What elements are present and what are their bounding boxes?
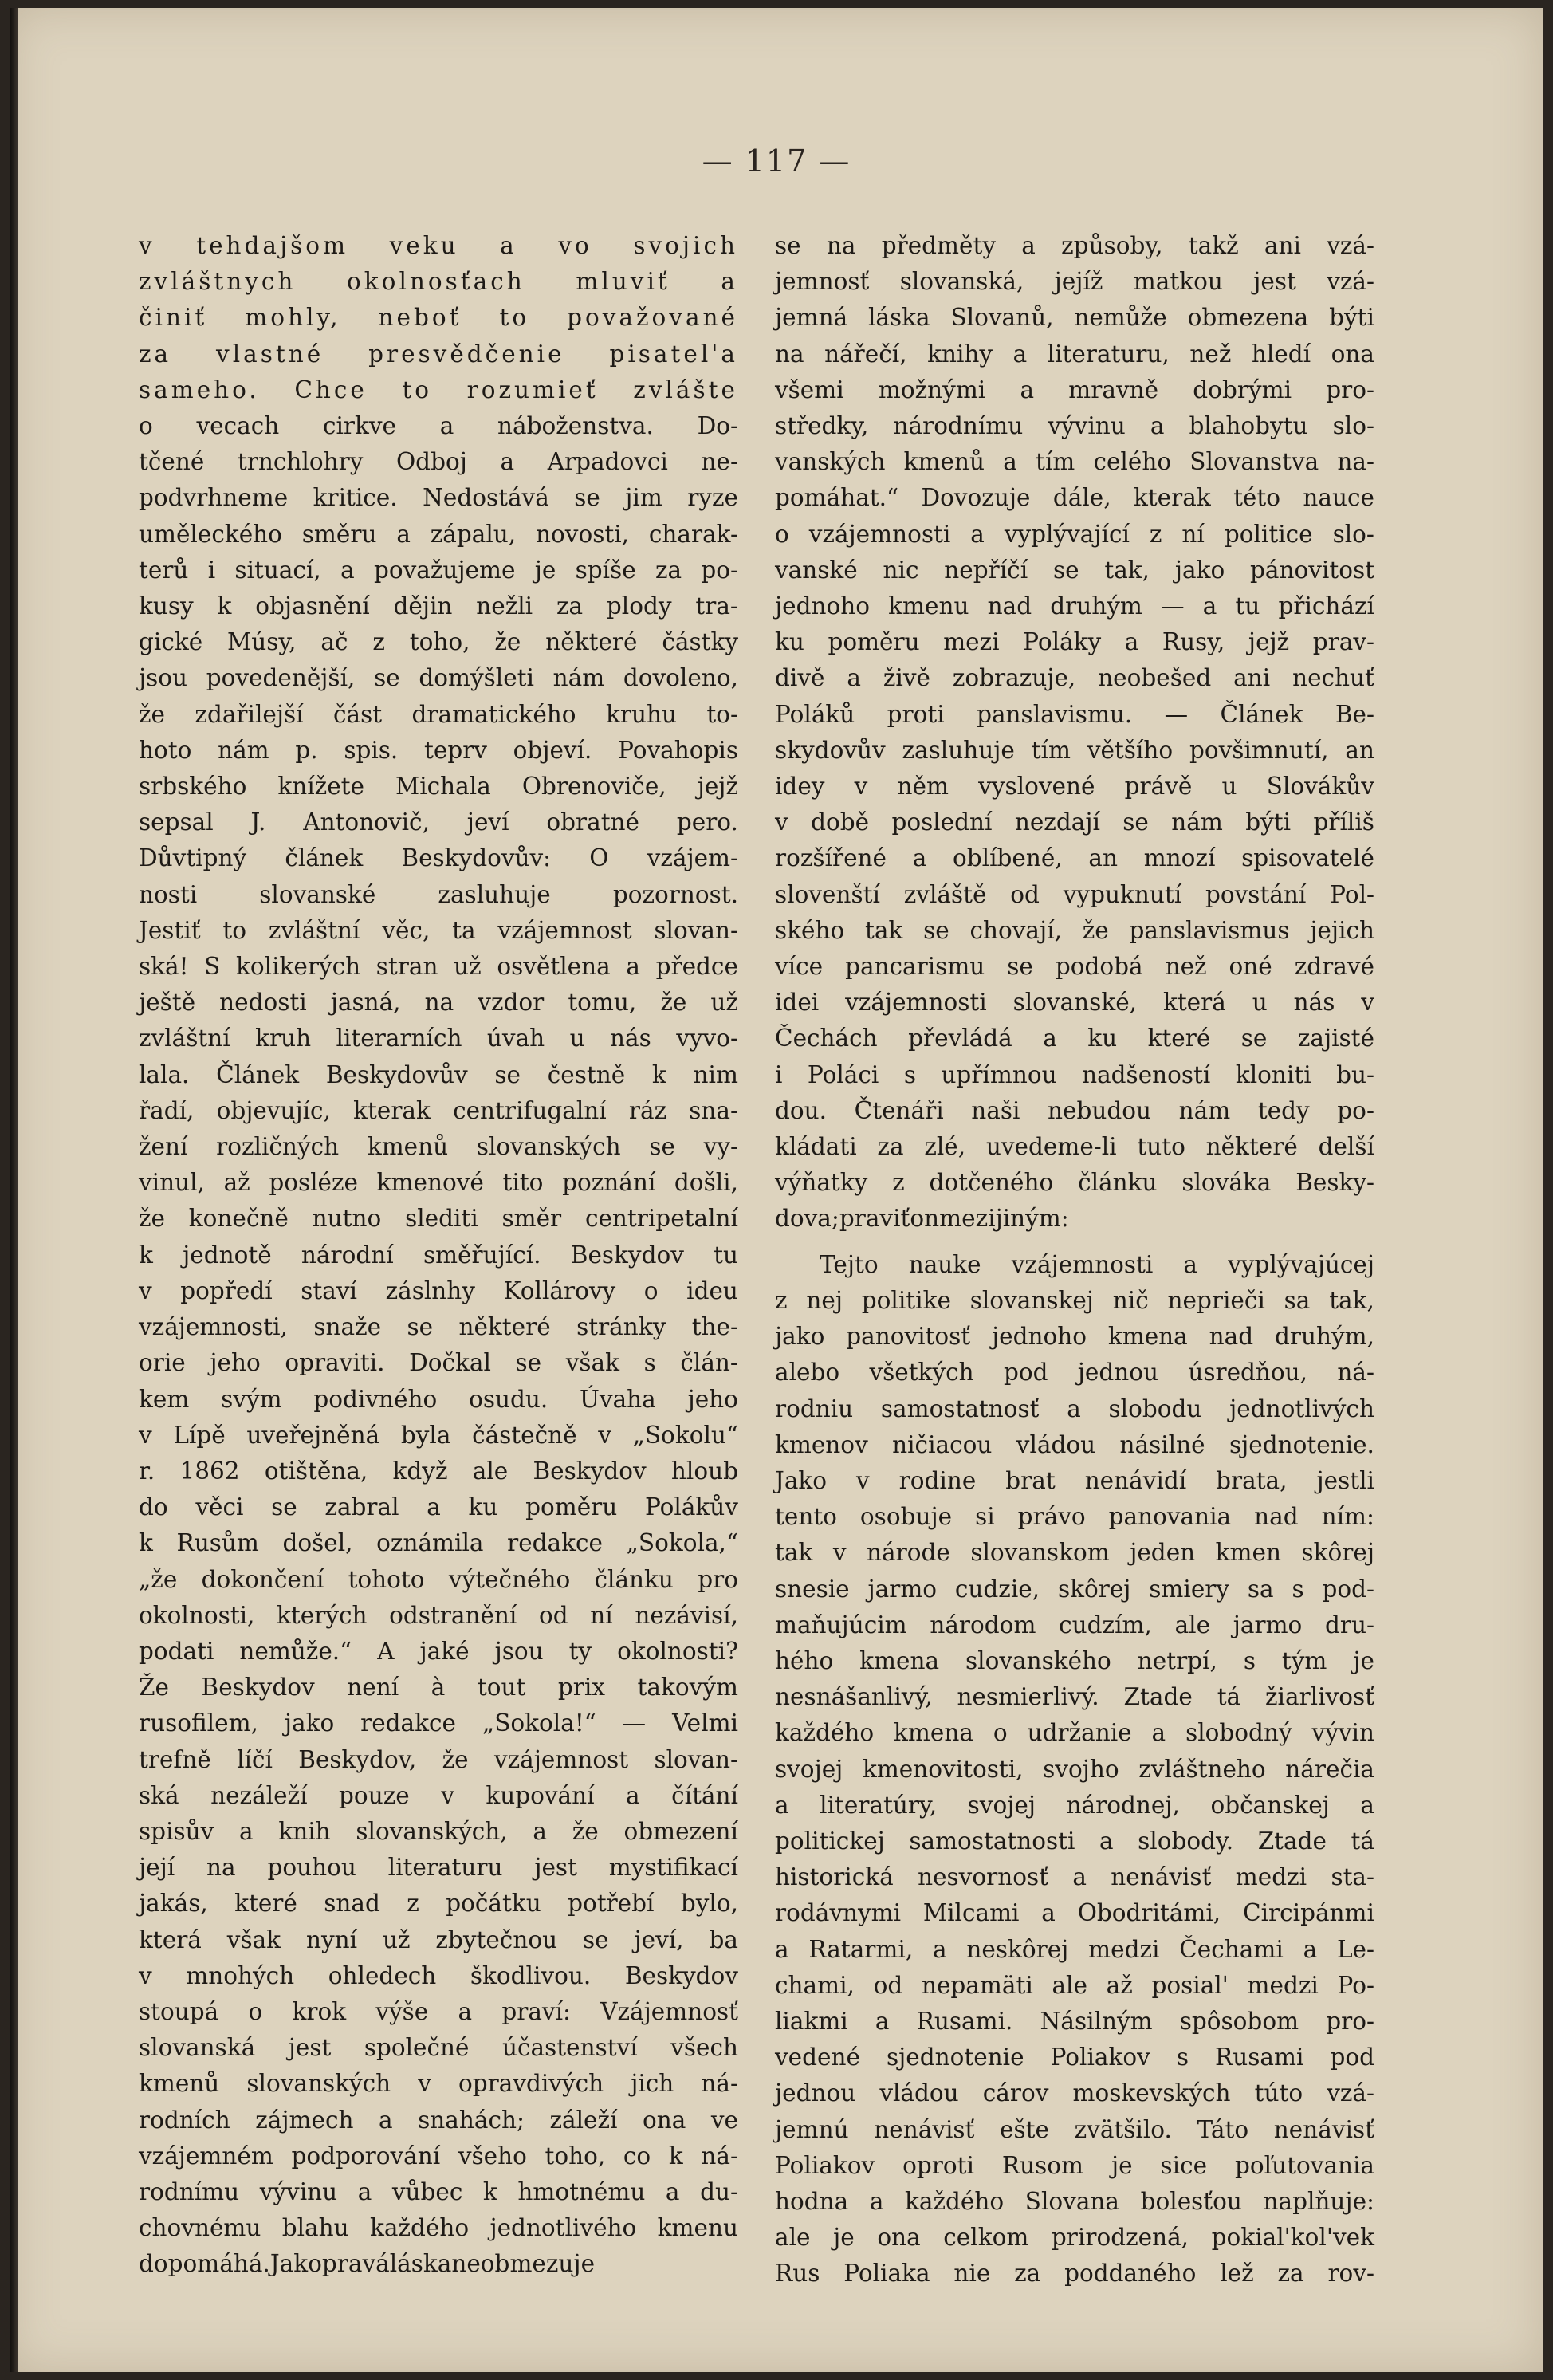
text-line: zvláštnych okolnosťach mluviť a — [139, 268, 738, 296]
text-line: v mnohých ohledech škodlivou. Beskydov — [139, 1961, 738, 1989]
text-line: činiť mohly, neboť to považované — [139, 304, 738, 332]
text-line: historická nesvornosť a nenávisť medzi sta- — [775, 1863, 1374, 1891]
text-line: Tejto nauke vzájemnosti a vyplývajúcej — [820, 1250, 1374, 1278]
text-line: rozšířené a oblíbené, an mnozí spisovatelé — [775, 844, 1374, 872]
text-line: tento osobuje si právo panovania nad ním: — [775, 1503, 1374, 1531]
text-line: zvláštní kruh literarních úvah u nás vyvo- — [139, 1025, 738, 1052]
text-line: nosti slovanské zasluhuje pozornost. — [139, 880, 738, 908]
text-line: sameho. Chce to rozumieť zvlášte — [139, 376, 738, 403]
text-line: nesnášanlivý, nesmierlivý. Ztade tá žiarlivosť — [775, 1683, 1374, 1711]
paragraph-gap — [775, 1237, 1374, 1247]
text-line: hodna a každého Slovana bolesťou naplňuje: — [775, 2187, 1374, 2215]
text-line: vanské nic nepříčí se tak, jako pánovitost — [775, 556, 1374, 584]
text-line: podati nemůže.“ A jaké jsou ty okolnosti? — [139, 1637, 738, 1665]
text-line: slovanská jest společné účastenství všech — [139, 2034, 738, 2062]
text-line: se na předměty a způsoby, takž ani vzá- — [775, 232, 1374, 259]
text-line: jemná láska Slovanů, nemůže obmezena býti — [775, 304, 1374, 332]
text-line: snesie jarmo cudzie, skôrej smiery sa s pod- — [775, 1575, 1374, 1603]
text-line: výňatky z dotčeného článku slováka Besky- — [775, 1169, 1374, 1197]
text-line: žení rozličných kmenů slovanských se vy- — [139, 1133, 738, 1161]
text-line: Jako v rodine brat nenávidí brata, jestli — [775, 1466, 1374, 1494]
text-line: orie jeho opraviti. Dočkal se však s člán- — [139, 1349, 738, 1377]
text-line: stoupá o krok výše a praví: Vzájemnosť — [139, 1997, 738, 2025]
text-line: Rus Poliaka nie za poddaného lež za rov- — [775, 2260, 1374, 2288]
text-line: vinul, až posléze kmenové tito poznání došli, — [139, 1169, 738, 1197]
text-line: v popředí staví záslnhy Kollárovy o ideu — [139, 1277, 738, 1304]
text-line: trefně líčí Beskydov, že vzájemnost slovan- — [139, 1745, 738, 1773]
text-line: k jednotě národní směřující. Beskydov tu — [139, 1241, 738, 1269]
page-number: — 117 — — [702, 144, 851, 179]
text-line: jednoho kmenu nad druhým — a tu přichází — [775, 592, 1374, 620]
text-line: Že Beskydov není à tout prix takovým — [139, 1674, 738, 1701]
text-line: maňujúcim národom cudzím, ale jarmo dru- — [775, 1611, 1374, 1638]
text-line: tak v národe slovanskom jeden kmen skôrej — [775, 1539, 1374, 1567]
text-line: ještě nedosti jasná, na vzdor tomu, že už — [139, 989, 738, 1017]
text-line: „že dokončení tohoto výtečného článku pro — [139, 1565, 738, 1593]
text-line: vzájemném podporování všeho toho, co k ná- — [139, 2142, 738, 2170]
text-line: že zdařilejší část dramatického kruhu to- — [139, 700, 738, 728]
text-line: vanských kmenů a tím celého Slovanstva na- — [775, 448, 1374, 476]
text-line: o vecach cirkve a náboženstva. Do- — [139, 412, 738, 440]
text-line: dou. Čtenáři naši nebudou nám tedy po- — [775, 1096, 1374, 1124]
text-line: jemnosť slovanská, jejíž matkou jest vzá- — [775, 268, 1374, 296]
text-line: kem svým podivného osudu. Úvaha jeho — [139, 1385, 738, 1413]
text-line: politickej samostatnosti a slobody. Ztade tá — [775, 1827, 1374, 1855]
text-line: Poláků proti panslavismu. — Článek Be- — [775, 700, 1374, 728]
text-line: že konečně nutno slediti směr centripetalní — [139, 1205, 738, 1233]
text-line: ku poměru mezi Poláky a Rusy, jejž prav- — [775, 628, 1374, 656]
text-line: v době poslední nezdají se nám býti příliš — [775, 808, 1374, 836]
text-line: jednou vládou cárov moskevských túto vzá- — [775, 2079, 1374, 2107]
text-line: i Poláci s upřímnou nadšeností kloniti bu- — [775, 1060, 1374, 1088]
text-line: za vlastné presvědčenie pisatel'a — [139, 340, 738, 368]
text-line: na nářečí, knihy a literaturu, než hledí ona — [775, 340, 1374, 368]
text-line: hoto nám p. spis. teprv objeví. Povahopis — [139, 736, 738, 764]
text-line: uměleckého směru a zápalu, novosti, charak- — [139, 520, 738, 548]
text-line: jsou povedenější, se domýšleti nám dovoleno, — [139, 664, 738, 692]
text-line: lala. Článek Beskydovův se čestně k nim — [139, 1060, 738, 1088]
text-line: idey v něm vyslovené právě u Slovákův — [775, 773, 1374, 801]
text-line: v tehdajšom veku a vo svojich — [139, 232, 738, 259]
text-line: rodniu samostatnosť a slobodu jednotlivých — [775, 1395, 1374, 1422]
text-line: každého kmena o udržanie a slobodný vývin — [775, 1719, 1374, 1747]
text-line: okolnosti, kterých odstranění od ní nezávisí, — [139, 1601, 738, 1629]
text-line: všemi možnými a mravně dobrými pro- — [775, 376, 1374, 403]
text-line: gické Músy, ač z toho, že některé částky — [139, 628, 738, 656]
text-line: Čechách převládá a ku které se zajisté — [775, 1025, 1374, 1052]
book-page — [10, 8, 1543, 2372]
text-line: srbského knížete Michala Obrenoviče, jejž — [139, 773, 738, 801]
text-line: jemnú nenávisť ešte zvätšilo. Táto nenávisť — [775, 2115, 1374, 2143]
page-edge-shadow — [10, 8, 18, 2372]
text-line: tčené trnchlohry Odboj a Arpadovci ne- — [139, 448, 738, 476]
text-line: sepsal J. Antonovič, jeví obratné pero. — [139, 808, 738, 836]
text-line: jakás, které snad z počátku potřebí bylo, — [139, 1890, 738, 1918]
text-line: rodávnymi Milcami a Obodritámi, Circipánmi — [775, 1899, 1374, 1927]
text-line: a Ratarmi, a neskôrej medzi Čechami a Le- — [775, 1935, 1374, 1963]
text-line: ale je ona celkom prirodzená, pokial'kol'vek — [775, 2224, 1374, 2252]
text-line: k Rusům došel, oznámila redakce „Sokola,“ — [139, 1529, 738, 1557]
text-line: Jestiť to zvláštní věc, ta vzájemnost slovan- — [139, 916, 738, 944]
text-line: ská nezáleží pouze v kupování a čítání — [139, 1781, 738, 1809]
text-line: o vzájemnosti a vyplývající z ní politice slo- — [775, 520, 1374, 548]
text-line: dopomáhá. Jako pravá láska neobmezuje — [139, 2250, 596, 2278]
text-line: terů i situací, a považujeme je spíše za po- — [139, 556, 738, 584]
text-line: hého kmena slovanského netrpí, s tým je — [775, 1646, 1374, 1674]
text-line: divě a živě zobrazuje, neobešed ani nechuť — [775, 664, 1374, 692]
text-line: dova; praviť on mezi jiným: — [775, 1205, 1069, 1233]
text-line: rodnímu vývinu a vůbec k hmotnému a du- — [139, 2177, 738, 2205]
text-line: pomáhat.“ Dovozuje dále, kterak této nauce — [775, 484, 1374, 512]
text-line: a literatúry, svojej národnej, občanskej a — [775, 1791, 1374, 1819]
text-line: ská! S kolikerých stran už osvětlena a předce — [139, 953, 738, 981]
text-line: slovenští zvláště od vypuknutí povstání Pol- — [775, 880, 1374, 908]
text-line: kusy k objasnění dějin nežli za plody tra- — [139, 592, 738, 620]
text-line: která však nyní už zbytečnou se jeví, ba — [139, 1926, 738, 1953]
text-line: Důvtipný článek Beskydovův: O vzájem- — [139, 844, 738, 872]
text-line: alebo všetkých pod jednou úsredňou, ná- — [775, 1359, 1374, 1387]
text-line: více pancarismu se podobá než oné zdravé — [775, 953, 1374, 981]
text-line: kmenů slovanských v opravdivých jich ná- — [139, 2070, 738, 2098]
text-line: kládati za zlé, uvedeme-li tuto některé delší — [775, 1133, 1374, 1161]
left-text-column — [139, 228, 738, 2283]
text-line: v Lípě uveřejněná byla částečně v „Sokolu“ — [139, 1421, 738, 1449]
text-line: její na pouhou literaturu jest mystifikací — [139, 1854, 738, 1882]
text-line: řadí, objevujíc, kterak centrifugalní ráz sna- — [139, 1096, 738, 1124]
text-line: vedené sjednotenie Poliakov s Rusami pod — [775, 2044, 1374, 2071]
text-line: idei vzájemnosti slovanské, která u nás v — [775, 989, 1374, 1017]
text-line: spisův a knih slovanských, a že obmezení — [139, 1817, 738, 1845]
text-line: skydovův zasluhuje tím většího povšimnutí, an — [775, 736, 1374, 764]
text-line: středky, národnímu vývinu a blahobytu slo- — [775, 412, 1374, 440]
text-line: ského tak se chovají, že panslavismus jejich — [775, 916, 1374, 944]
text-line: svojej kmenovitosti, svojho zvláštneho nárečia — [775, 1755, 1374, 1783]
text-line: r. 1862 otištěna, když ale Beskydov hloub — [139, 1457, 738, 1485]
text-line: vzájemnosti, snaže se některé stránky the- — [139, 1313, 738, 1341]
text-line: Poliakov oproti Rusom je sice poľutovania — [775, 2151, 1374, 2179]
text-line: kmenov ničiacou vládou násilné sjednotenie. — [775, 1430, 1374, 1458]
text-line: rodních zájmech a snahách; záleží ona ve — [139, 2106, 738, 2134]
text-line: z nej politike slovanskej nič neprieči sa tak, — [775, 1286, 1374, 1314]
text-line: do věci se zabral a ku poměru Polákův — [139, 1493, 738, 1521]
text-line: rusofilem, jako redakce „Sokola!“ — Velmi — [139, 1709, 738, 1737]
text-line: jako panovitosť jednoho kmena nad druhým, — [775, 1323, 1374, 1351]
text-line: liakmi a Rusami. Násilným spôsobom pro- — [775, 2007, 1374, 2035]
text-line: chovnému blahu každého jednotlivého kmenu — [139, 2214, 738, 2242]
right-text-column — [775, 228, 1374, 2292]
text-line: podvrhneme kritice. Nedostává se jim ryze — [139, 484, 738, 512]
text-line: chami, od nepamäti ale až posial' medzi Po- — [775, 1971, 1374, 1999]
